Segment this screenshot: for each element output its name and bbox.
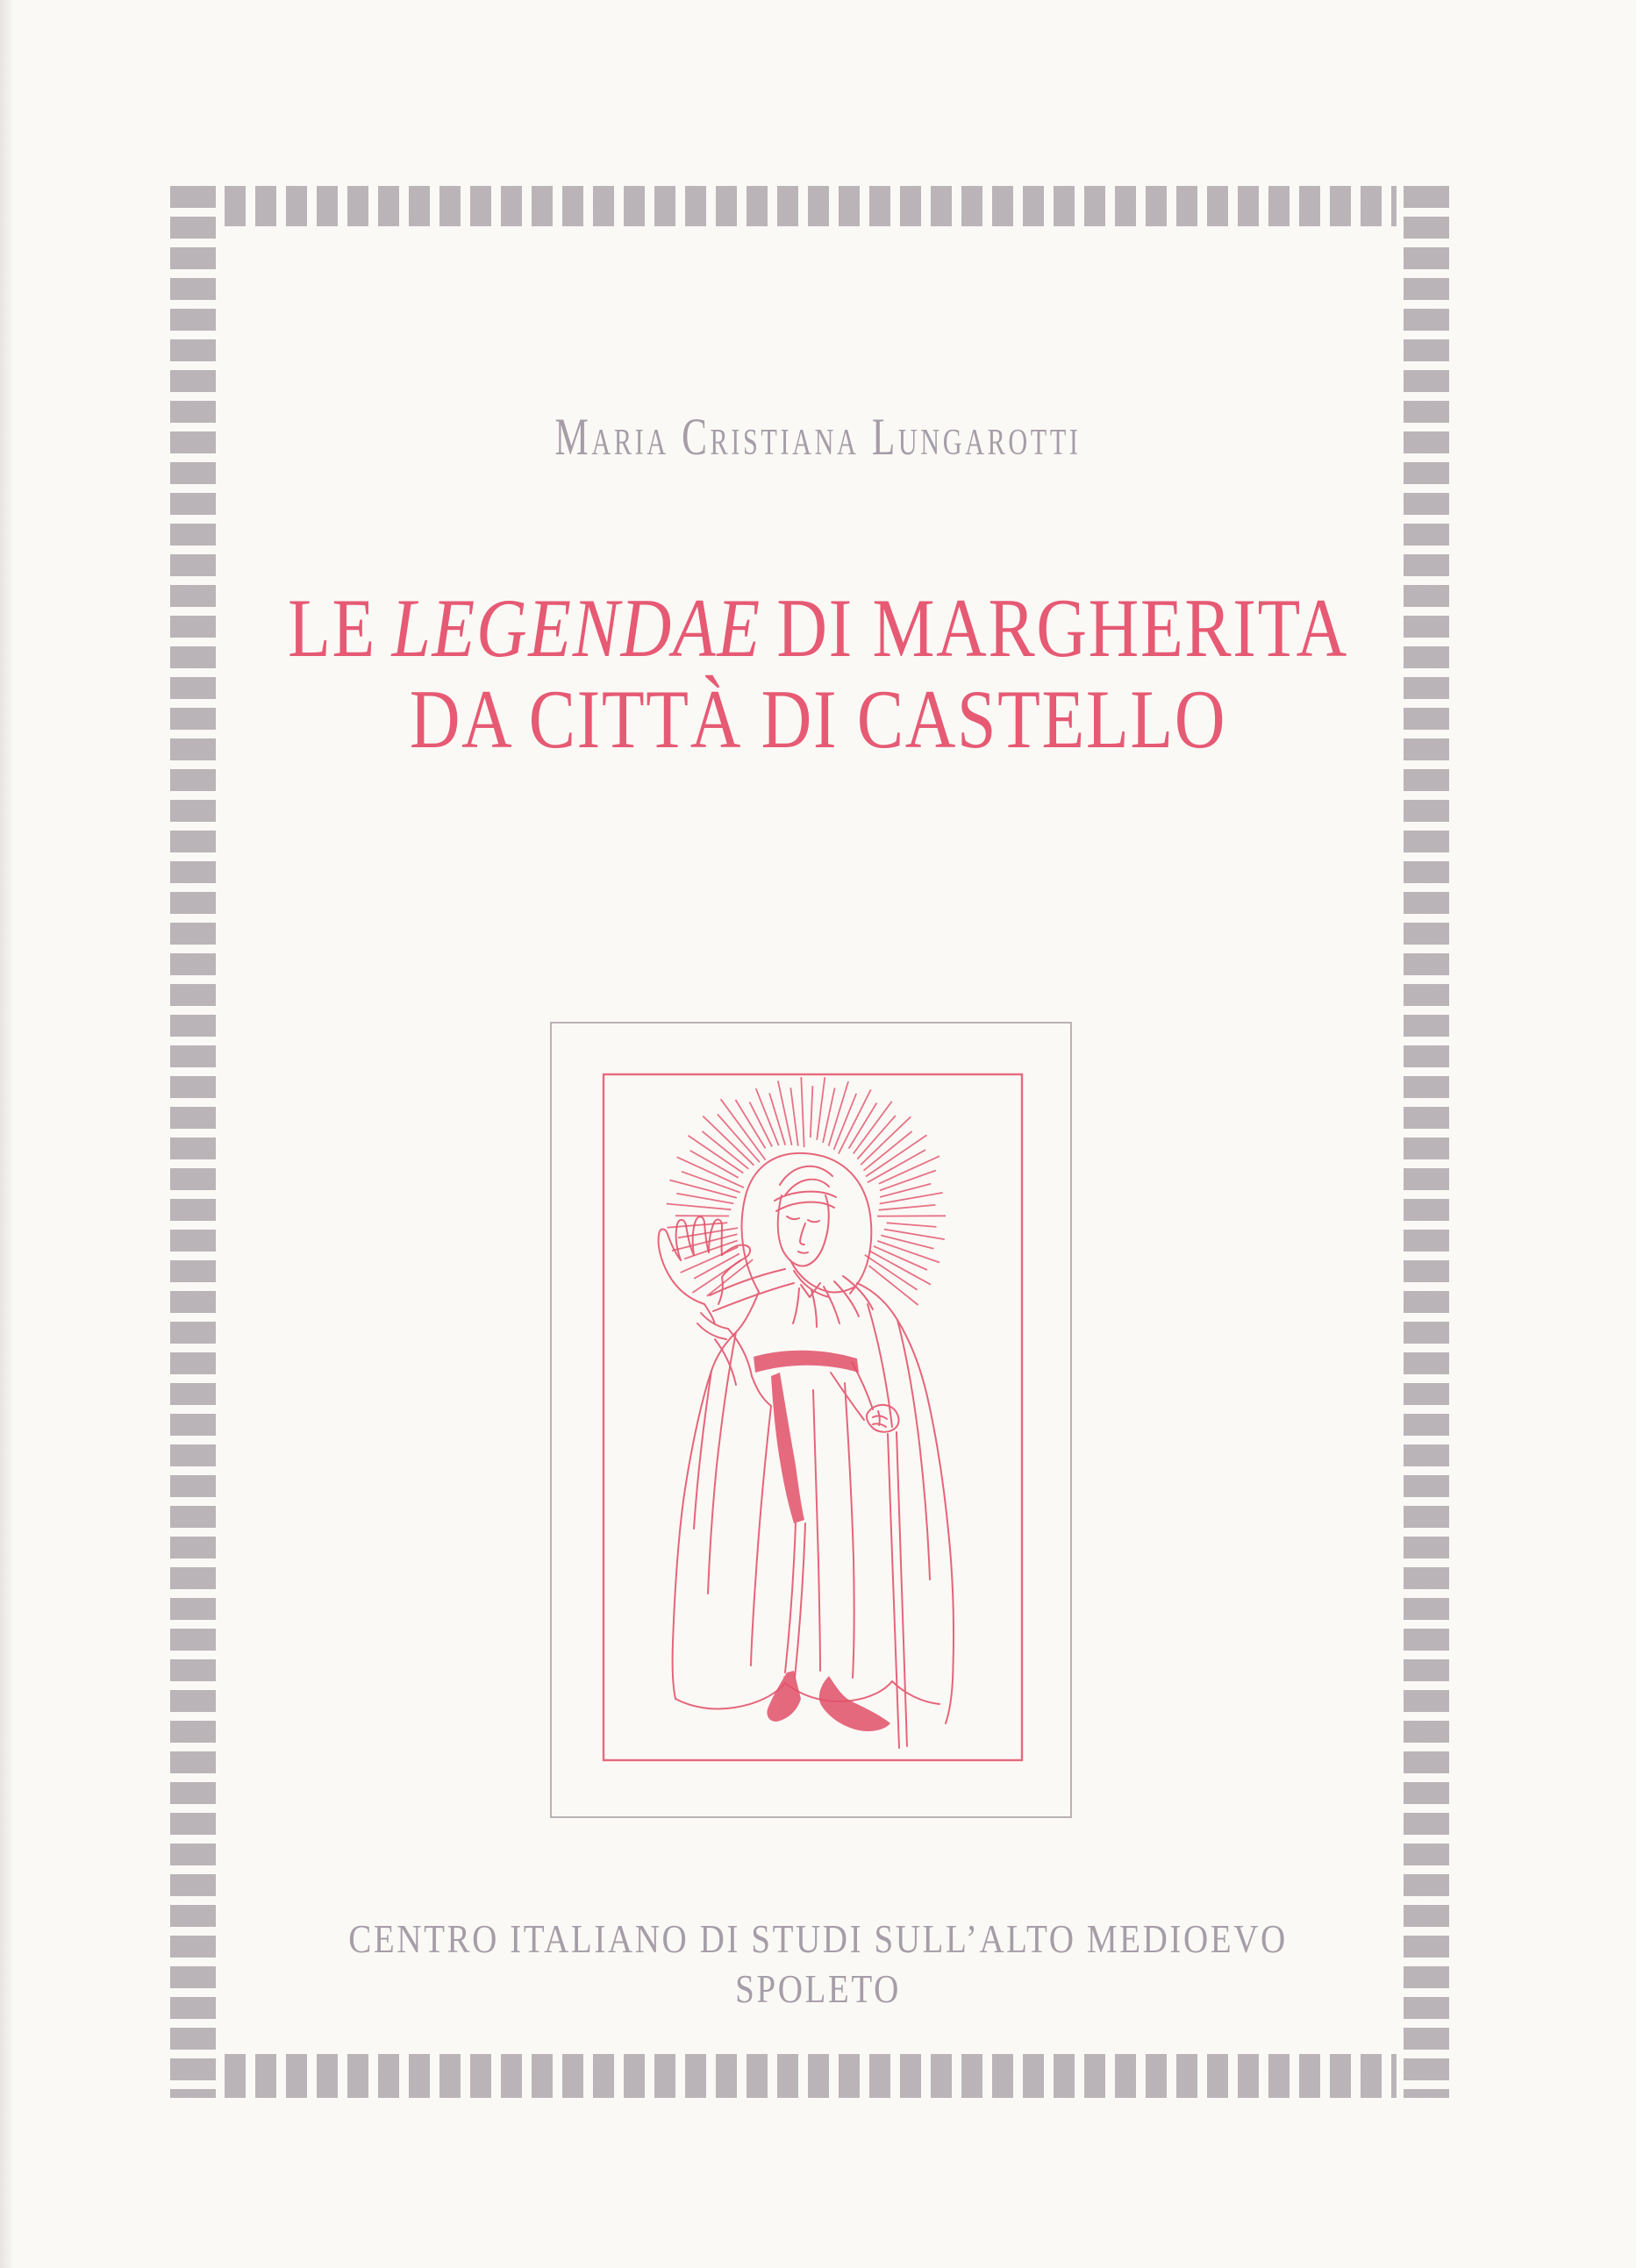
decorative-border-left (170, 186, 216, 2098)
title-post: DI MARGHERITA (776, 581, 1348, 674)
book-title (131, 582, 1505, 765)
publisher-name: CENTRO ITALIANO DI STUDI SULL’ALTO MEDIOEVO (348, 1916, 1288, 1961)
decorative-border-top (225, 186, 1397, 226)
decorative-border-bottom (225, 2054, 1397, 2098)
publisher-city: SPOLETO (735, 1966, 901, 2011)
illustration-frame-outer (551, 1023, 1071, 1817)
title-line-2: DA CITTÀ DI CASTELLO (409, 673, 1227, 766)
scan-edge-shadow (0, 0, 14, 2268)
title-italic-word: LEGENDAE (391, 581, 761, 674)
decorative-border-right (1404, 186, 1449, 2098)
illustration-frame-inner (604, 1074, 1022, 1760)
publisher-block (123, 1914, 1513, 2014)
saint-margherita-illustration (550, 1022, 1072, 1820)
title-pre: LE (288, 581, 376, 674)
saint-figure-dark-fills (754, 1351, 890, 1731)
title-line-1 (131, 582, 1505, 674)
author-name: Maria Cristiana Lungarotti (554, 408, 1082, 466)
